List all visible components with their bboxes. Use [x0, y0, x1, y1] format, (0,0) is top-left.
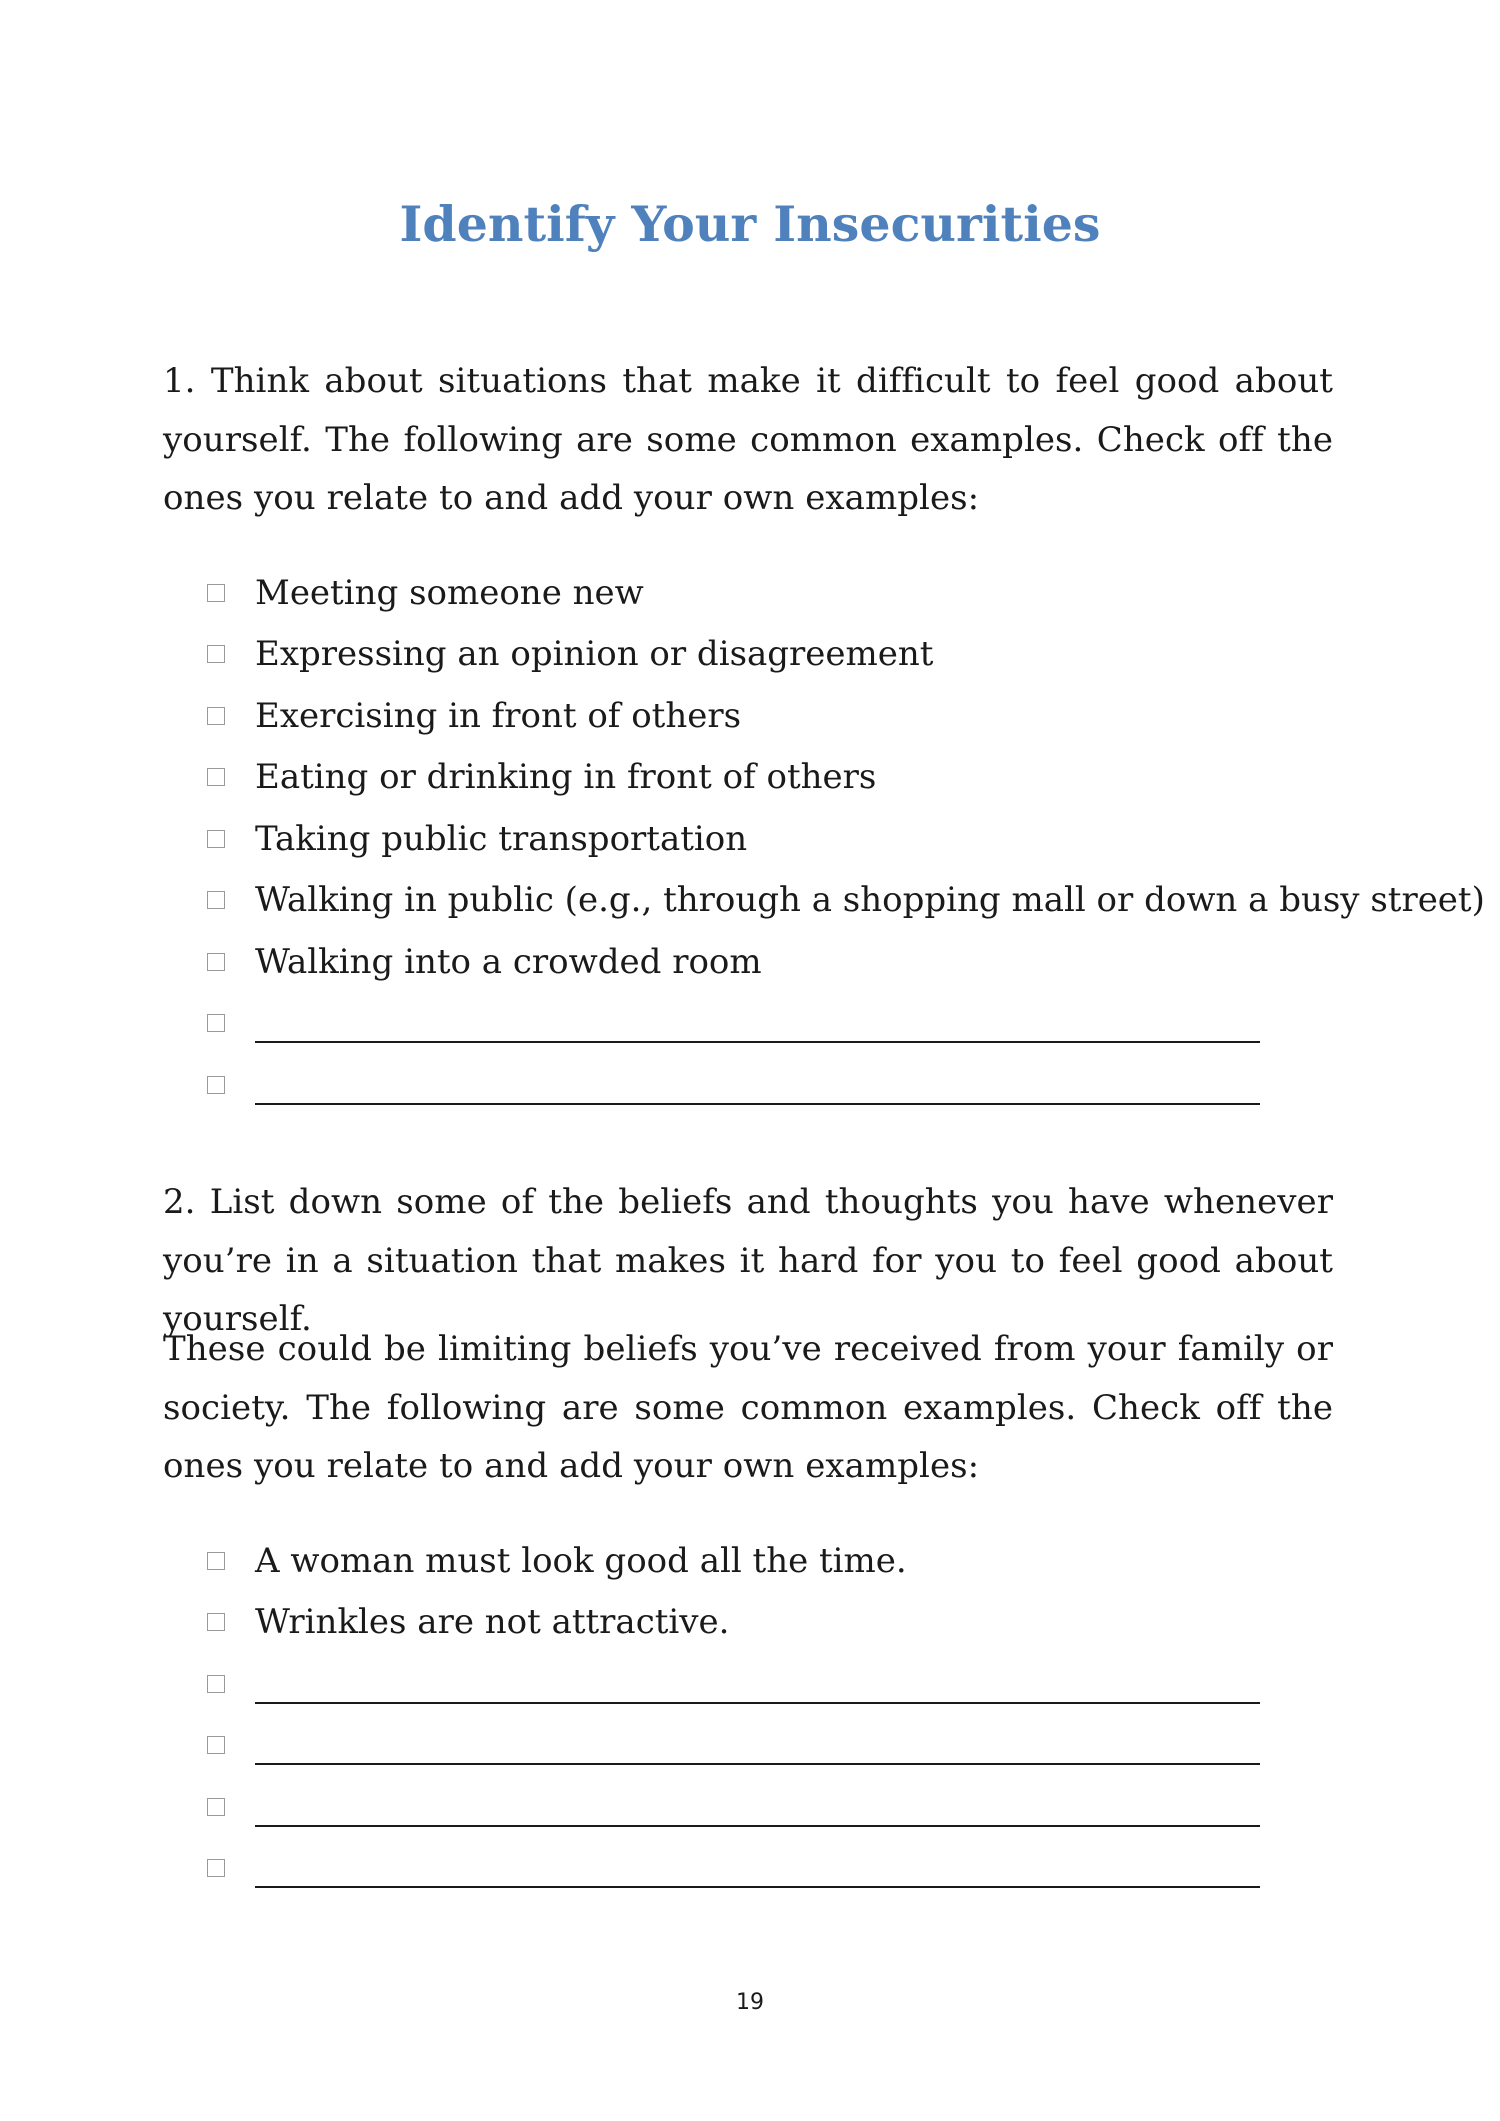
- checklist-blank-item: [207, 993, 1485, 1055]
- checklist-item-label: A woman must look good all the time.: [255, 1540, 907, 1581]
- checklist-item-label: Meeting someone new: [255, 572, 644, 613]
- checklist-item-label: Expressing an opinion or disagreement: [255, 634, 934, 675]
- checkbox[interactable]: [207, 1613, 225, 1631]
- checklist-item-label: Eating or drinking in front of others: [255, 757, 877, 798]
- page-number: 19: [736, 1990, 764, 2015]
- checklist-item-label: Wrinkles are not attractive.: [255, 1602, 730, 1643]
- question-2-checklist: [207, 1530, 1260, 1899]
- question-2-prompt: 2. List down some of the beliefs and thoughts you have whenever you’re in a situation that makes it hard for you to feel good about yourself.: [163, 1182, 1333, 1339]
- checklist-blank-item: [207, 1838, 1260, 1900]
- checklist-item: [207, 808, 1485, 870]
- checkbox[interactable]: [207, 1675, 225, 1693]
- checklist-blank-item: [207, 1054, 1485, 1116]
- checkbox[interactable]: [207, 768, 225, 786]
- checklist-item: [207, 747, 1485, 809]
- checkbox[interactable]: [207, 1859, 225, 1877]
- checklist-item: [207, 624, 1485, 686]
- checkbox[interactable]: [207, 1552, 225, 1570]
- blank-answer-line[interactable]: [255, 1674, 1260, 1704]
- checkbox[interactable]: [207, 953, 225, 971]
- checklist-item: [207, 1592, 1260, 1654]
- checklist-blank-item: [207, 1776, 1260, 1838]
- checkbox[interactable]: [207, 1736, 225, 1754]
- checkbox[interactable]: [207, 707, 225, 725]
- checkbox[interactable]: [207, 1014, 225, 1032]
- checkbox[interactable]: [207, 1076, 225, 1094]
- checkbox[interactable]: [207, 1798, 225, 1816]
- checkbox[interactable]: [207, 645, 225, 663]
- blank-answer-line[interactable]: [255, 1735, 1260, 1765]
- checklist-blank-item: [207, 1653, 1260, 1715]
- question-1-prompt: 1. Think about situations that make it difficult to feel good about yourself. The following are some common examples. Check off the ones you relate to and add your own examples:: [163, 361, 1333, 518]
- blank-answer-line[interactable]: [255, 1075, 1260, 1105]
- blank-answer-line[interactable]: [255, 1858, 1260, 1888]
- checkbox[interactable]: [207, 584, 225, 602]
- blank-answer-line[interactable]: [255, 1797, 1260, 1827]
- checklist-item: [207, 931, 1485, 993]
- checklist-item: [207, 1530, 1260, 1592]
- checklist-item-label: Walking in public (e.g., through a shopping mall or down a busy street): [255, 880, 1485, 921]
- blank-answer-line[interactable]: [255, 1013, 1260, 1043]
- checklist-item: [207, 870, 1485, 932]
- checklist-item: [207, 685, 1485, 747]
- question-1-checklist: [207, 562, 1485, 1116]
- checklist-item: [207, 562, 1485, 624]
- checklist-item-label: Exercising in front of others: [255, 695, 742, 736]
- page-title: Identify Your Insecurities: [399, 195, 1101, 253]
- checkbox[interactable]: [207, 830, 225, 848]
- checkbox[interactable]: [207, 891, 225, 909]
- checklist-blank-item: [207, 1715, 1260, 1777]
- question-2-note: These could be limiting beliefs you’ve received from your family or society. The following are some common examples. Check off the ones you relate to and add your own examples:: [163, 1329, 1333, 1486]
- checklist-item-label: Taking public transportation: [255, 818, 748, 859]
- checklist-item-label: Walking into a crowded room: [255, 941, 762, 982]
